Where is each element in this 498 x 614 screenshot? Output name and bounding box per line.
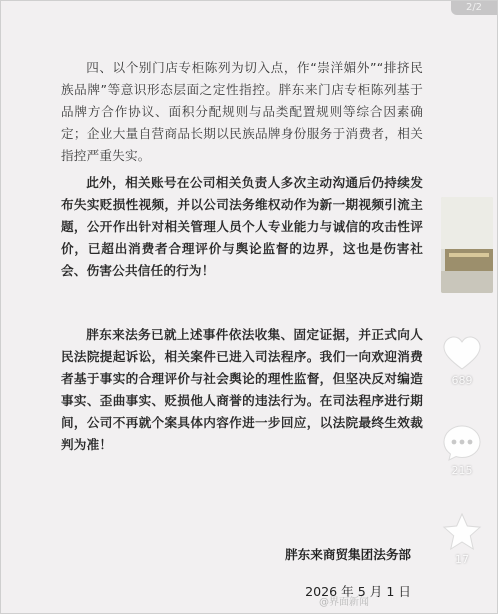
signature-date: 2026 年 5 月 1 日 [305, 584, 411, 599]
comment-button[interactable] [439, 424, 485, 477]
thumbnail-sky [441, 197, 493, 249]
comment-count: 215 [451, 464, 473, 477]
favorite-button[interactable] [439, 513, 485, 566]
like-count: 689 [451, 374, 473, 387]
paragraph-legal-action: 胖东来法务已就上述事件依法收集、固定证据，并正式向人民法院提起诉讼，相关案件已进入司法程序。我们一向欢迎消费者基于事实的合理评价与社会舆论的理性监督，但坚决反对编造事实、歪曲事实、贬损他人商誉的违法行为。在司法程序进行期间，公司不再就个案具体内容作进一步回应，以法院最终生效裁判为准！ [61, 327, 423, 452]
thumbnail-ground [441, 271, 493, 293]
store-photo-thumbnail[interactable] [441, 197, 493, 293]
legal-statement-document [61, 19, 423, 611]
signature-organization: 胖东来商贸集团法务部 [285, 547, 411, 562]
source-watermark: @界面新闻 [319, 597, 369, 608]
favorite-count: 17 [455, 553, 469, 566]
paragraph-additional-note: 此外，相关账号在公司相关负责人多次主动沟通后仍持续发布失实贬损性视频，并以公司法务维权动作为新一期视频引流主题，公开作出针对相关管理人员个人专业能力与诚信的攻击性评价，已超出消费者合理评价与舆论监督的边界，这也是伤害社会、伤害公共信任的行为！ [61, 175, 423, 278]
thumbnail-sign [449, 253, 489, 257]
heart-icon [439, 336, 485, 372]
like-button[interactable] [439, 336, 485, 387]
page-counter: 2/2 [451, 1, 497, 15]
paragraph-item-4: 四、以个别门店专柜陈列为切入点，作“崇洋媚外”“排挤民族品牌”等意识形态层面之定性指控。胖东来门店专柜陈列基于品牌方合作协议、面积分配规则与品类配置规则等综合因素确定；企业大量自营商品长期以民族品牌身份服务于消费者，相关指控严重失实。 [61, 60, 423, 163]
comment-icon [439, 424, 485, 462]
star-icon [439, 513, 485, 551]
